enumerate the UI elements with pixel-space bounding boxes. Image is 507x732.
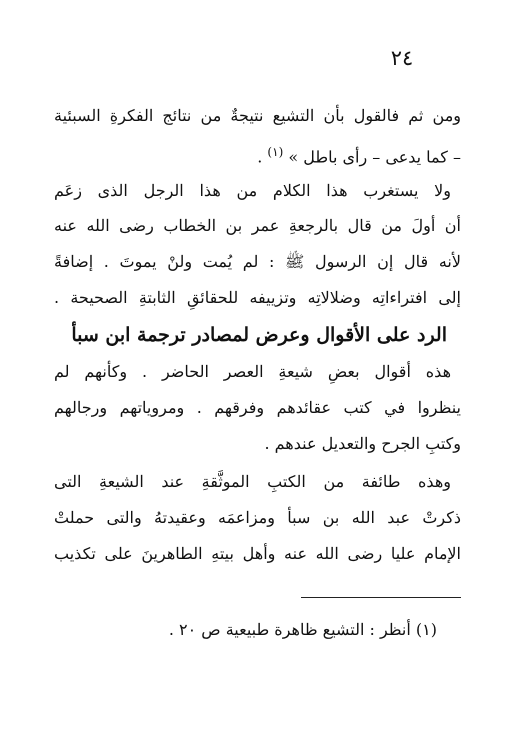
footnote-divider xyxy=(301,597,461,598)
text-line-9: وكتبِ الجرح والتعديل عندهم . xyxy=(264,434,461,453)
text-line-2-body: – كما يدعى – رأى باطل » xyxy=(288,147,461,167)
text-line-6: إلى افتراءاتِه وضلالاتِه وتزييفه للحقائقِ الثابتةِ الصحيحة . xyxy=(54,288,461,307)
section-heading: الرد على الأقوال وعرض لمصادر ترجمة ابن سبأ xyxy=(71,324,447,346)
text-line-2-end: . xyxy=(257,147,263,167)
text-line-2 xyxy=(54,146,461,165)
text-line-12: الإمام عليا رضى الله عنه وأهل بيتهِ الطاهرينَ على تكذيب xyxy=(54,544,461,563)
text-line-5: لأنه قال إن الرسول ﷺ : لم يُمت ولنْ يموتَ . إضافةً xyxy=(54,252,461,271)
text-line-10: وهذه طائفة من الكتبِ الموثَّقةِ عند الشيعةِ التى xyxy=(54,472,451,491)
text-line-3: ولا يستغرب هذا الكلام من هذا الرجل الذى زعَم xyxy=(54,181,451,200)
footnote-marker: (١) xyxy=(267,145,284,159)
text-line-8: ينظروا في كتب عقائدهم وفرقهم . ومروياتهم ورجالهم xyxy=(54,398,461,417)
text-line-4: أن أولَ من قال بالرجعةِ عمر بن الخطاب رضى الله عنه xyxy=(54,216,461,235)
text-line-11: ذكرتْ عبد الله بن سبأ ومزاعمَه وعقيدتهُ والتى حملتْ xyxy=(54,508,461,527)
text-line-7: هذه أقوال بعضِ شيعةِ العصر الحاضر . وكأنهم لم xyxy=(54,362,451,381)
page-number: ٢٤ xyxy=(390,46,414,70)
footnote: (١) أنظر : التشيع ظاهرة طبيعية ص ٢٠ . xyxy=(168,620,437,639)
text-line-1: ومن ثم فالقول بأن التشيع نتيجةٌ من نتائج الفكرةِ السبئية xyxy=(54,106,461,125)
